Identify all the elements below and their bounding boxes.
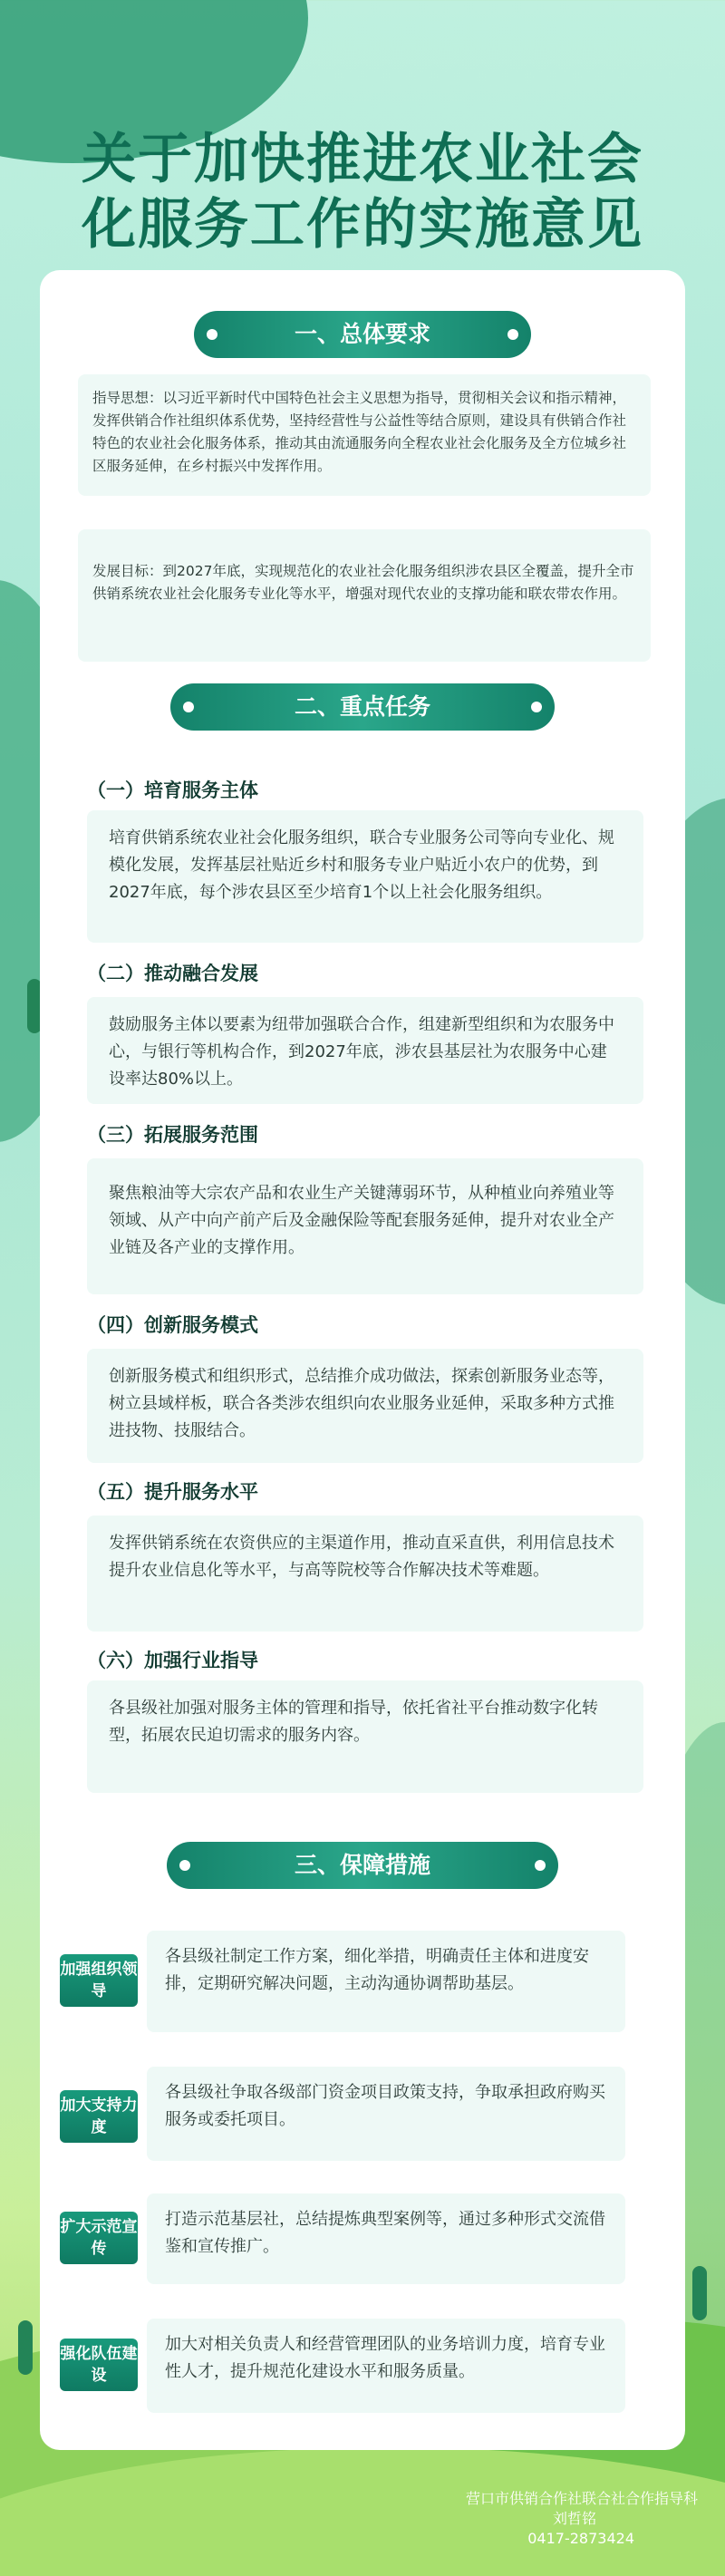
task-text: 创新服务模式和组织形式，总结推介成功做法，探索创新服务业态等，树立县域样板，联合各类涉农组织向农业服务业延伸，采取多种方式推进技物、技服结合。 <box>87 1349 643 1463</box>
section-heading-safeguards: 三、保障措施 <box>167 1842 558 1889</box>
section-heading-key-tasks: 二、重点任务 <box>170 683 555 731</box>
page-title-line1: 关于加快推进农业社会 <box>82 128 643 191</box>
task-text: 发挥供销系统在农资供应的主渠道作用，推动直采直供，利用信息技术提升农业信息化等水平，与高等院校等合作解决技术等难题。 <box>87 1516 643 1632</box>
measure-text: 各县级社制定工作方案，细化举措，明确责任主体和进度安排，定期研究解决问题，主动沟通协调帮助基层。 <box>147 1931 625 2032</box>
task-title: （五）提升服务水平 <box>87 1481 258 1503</box>
footer-person: 刘哲铭 <box>552 2510 596 2527</box>
task-text: 各县级社加强对服务主体的管理和指导，依托省社平台推动数字化转型，拓展农民迫切需求的服务内容。 <box>87 1680 643 1793</box>
task-text: 鼓励服务主体以要素为纽带加强联合合作，组建新型组织和为农服务中心，与银行等机构合作，到2027年底，涉农县基层社为农服务中心建设率达80%以上。 <box>87 997 643 1104</box>
task-title: （四）创新服务模式 <box>87 1314 258 1336</box>
measure-text: 各县级社争取各级部门资金项目政策支持，争取承担政府购买服务或委托项目。 <box>147 2067 625 2161</box>
measure-tag: 强化队伍建设 <box>60 2339 138 2391</box>
tree-decoration <box>692 2266 707 2320</box>
tree-decoration <box>18 2320 33 2375</box>
footer-org: 营口市供销合作社联合社合作指导科 <box>465 2490 698 2507</box>
task-title: （二）推动融合发展 <box>87 963 258 984</box>
measure-text: 加大对相关负责人和经营管理团队的业务培训力度，培育专业性人才，提升规范化建设水平和服务质量。 <box>147 2319 625 2413</box>
measure-tag: 加强组织领导 <box>60 1954 138 2007</box>
task-text: 聚焦粮油等大宗农产品和农业生产关键薄弱环节，从种植业向养殖业等领域、从产中向产前产后及金融保险等配套服务延伸，提升对农业全产业链及各产业的支撑作用。 <box>87 1158 643 1294</box>
measure-tag: 扩大示范宣传 <box>60 2212 138 2264</box>
task-title: （六）加强行业指导 <box>87 1650 258 1671</box>
footer-phone: 0417-2873424 <box>527 2530 634 2547</box>
section-heading-general: 一、总体要求 <box>194 311 531 358</box>
guiding-ideology-box: 指导思想：以习近平新时代中国特色社会主义思想为指导，贯彻相关会议和指示精神，发挥供销合作社组织体系优势，坚持经营性与公益性等结合原则，建设具有供销合作社特色的农业社会化服务体系，推动其由流通服务向全程农业社会化服务及全方位城乡社区服务延伸，在乡村振兴中发挥作用。 <box>78 374 651 496</box>
page-title-line2: 化服务工作的实施意见 <box>82 193 643 257</box>
measure-tag: 加大支持力度 <box>60 2090 138 2143</box>
measure-text: 打造示范基层社，总结提炼典型案例等，通过多种形式交流借鉴和宣传推广。 <box>147 2193 625 2284</box>
task-text: 培育供销系统农业社会化服务组织，联合专业服务公司等向专业化、规模化发展，发挥基层社贴近乡村和服务专业户贴近小农户的优势，到2027年底，每个涉农县区至少培育1个以上社会化服务组织。 <box>87 810 643 943</box>
task-title: （一）培育服务主体 <box>87 780 258 801</box>
task-title: （三）拓展服务范围 <box>87 1124 258 1146</box>
development-goal-box: 发展目标：到2027年底，实现规范化的农业社会化服务组织涉农县区全覆盖，提升全市供销系统农业社会化服务专业化等水平，增强对现代农业的支撑功能和联农带农作用。 <box>78 529 651 662</box>
